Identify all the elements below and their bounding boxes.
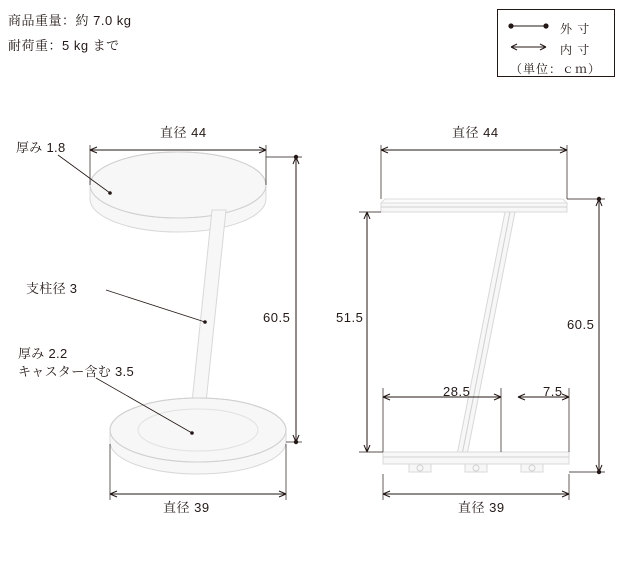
load-capacity-text: 耐荷重：5 kg まで xyxy=(8,38,120,53)
right-base-diameter-label: 直径 39 xyxy=(458,500,505,515)
left-total-height-label: 60.5 xyxy=(263,310,291,325)
table-pole-section-shape xyxy=(457,212,515,455)
table-top-section-shape xyxy=(381,199,567,212)
left-base-diameter-label: 直径 39 xyxy=(163,500,210,515)
right-total-height-label: 60.5 xyxy=(567,317,595,332)
right-inner-depth-right-label: 7.5 xyxy=(543,384,563,399)
left-base-thickness-label-1: 厚み 2.2 xyxy=(18,346,68,361)
right-top-diameter-label: 直径 44 xyxy=(452,125,499,140)
left-base-thickness-label-2: キャスター含む 3.5 xyxy=(18,364,134,379)
table-top-shape xyxy=(90,152,266,232)
legend-inner-label: 内 寸 xyxy=(560,43,591,57)
left-top-diameter-label: 直径 44 xyxy=(160,125,207,140)
table-pole-shape xyxy=(191,210,226,412)
legend-box xyxy=(497,9,615,77)
legend-unit-label: （単位：ｃｍ） xyxy=(510,62,602,76)
product-weight-text: 商品重量：約 7.0 kg xyxy=(8,13,132,28)
left-pole-diameter-label: 支柱径 3 xyxy=(26,281,78,296)
left-top-thickness-label: 厚み 1.8 xyxy=(16,140,66,155)
right-inner-depth-left-label: 28.5 xyxy=(443,384,471,399)
table-base-section-shape xyxy=(383,452,569,472)
legend-outer-label: 外 寸 xyxy=(560,22,591,36)
right-inner-height-label: 51.5 xyxy=(336,310,364,325)
table-base-shape xyxy=(110,398,286,474)
